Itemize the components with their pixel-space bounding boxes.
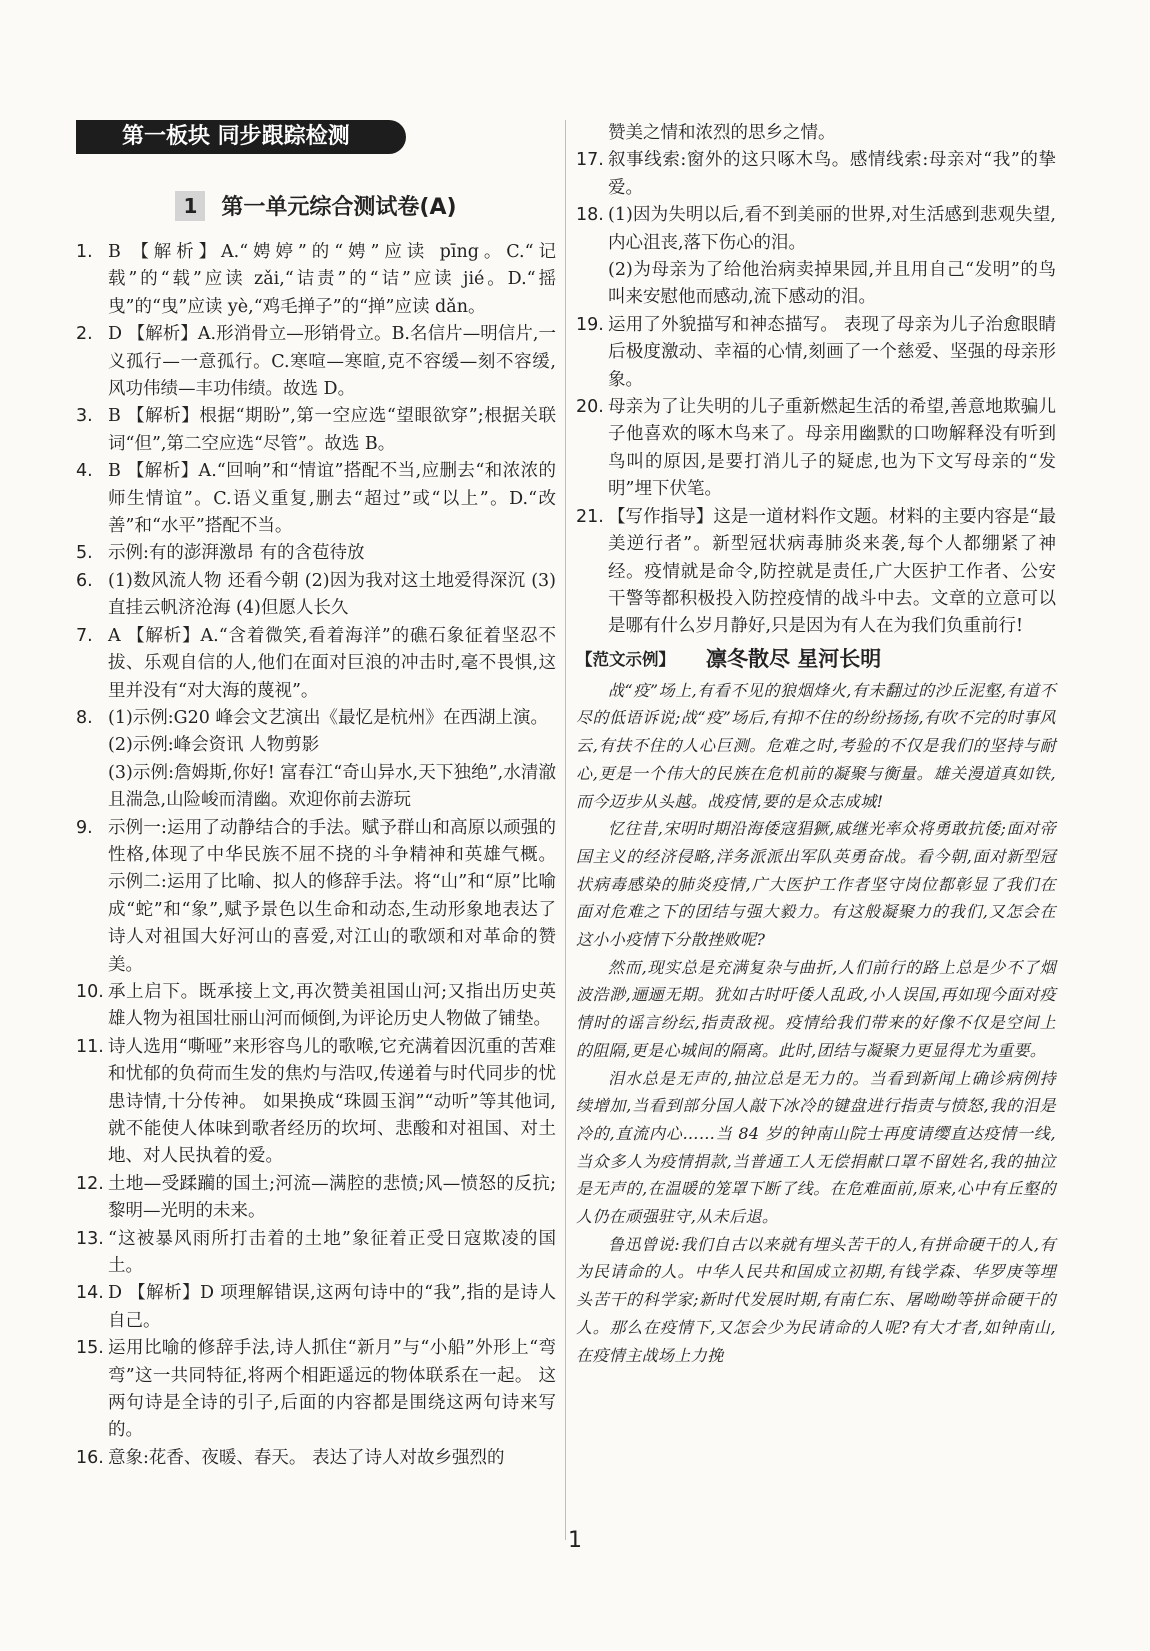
answer-text: D 【解析】D 项理解错误,这两句诗中的“我”,指的是诗人自己。 — [108, 1283, 556, 1331]
essay-paragraph: 战“疫”场上,有看不见的狼烟烽火,有未翻过的沙丘泥壑,有道不尽的低语诉说;战“疫”场后,有抑不住的纷纷扬扬,有吹不完的时事风云,有扶不住的人心巨测。危难之时,考验的不仅是我们的坚持与耐心,更是一个伟大的民族在危机前的凝聚与衡量。雄关漫道真如铁,而今迈步从头越。战疫情,要的是众志成城! — [576, 680, 1056, 811]
section-banner — [76, 120, 406, 154]
answer-text: B 【解析】根据“期盼”,第一空应选“望眼欲穿”;根据关联词“但”,第二空应选“尽管”。故选 B。 — [108, 406, 556, 454]
left-column — [76, 120, 556, 1472]
answer-number: 9. — [76, 817, 93, 838]
test-name: 第一单元综合测试卷(A) — [221, 195, 457, 220]
answer-number: 11. — [76, 1036, 104, 1057]
answer-text: D 【解析】A.形消骨立—形销骨立。B.名信片—明信片,一义孤行—一意孤行。C.寒喧—寒暄,克不容缓—刻不容缓,风功伟绩—丰功伟绩。故选 D。 — [108, 324, 556, 400]
right-column — [576, 120, 1056, 1369]
answer-item — [76, 705, 556, 815]
answer-number: 14. — [76, 1283, 104, 1304]
answer-item — [76, 815, 556, 979]
answer-number: 20. — [576, 397, 604, 418]
answer-item — [576, 504, 1056, 641]
answer-number: 13. — [76, 1228, 104, 1249]
answer-number: 12. — [76, 1173, 104, 1194]
answer-text: “这被暴风雨所打击着的土地”象征着正受日寇欺凌的国土。 — [108, 1228, 556, 1277]
answer-list-left — [76, 239, 556, 1472]
answer-item — [576, 147, 1056, 202]
answer-item — [576, 394, 1056, 504]
answer-text: A 【解析】A.“含着微笑,看着海洋”的礁石象征着坚忍不拔、乐观自信的人,他们在面对巨浪的冲击时,毫不畏惧,这里并没有“对大海的蔑视”。 — [108, 625, 556, 701]
page-number: 1 — [568, 1528, 582, 1553]
essay-body — [576, 677, 1056, 1370]
answer-number — [576, 120, 608, 147]
answer-item — [576, 202, 1056, 312]
essay-header — [576, 643, 1056, 673]
answer-item — [76, 979, 556, 1034]
answer-list-right — [576, 120, 1056, 641]
section-title: 第一板块 同步跟踪检测 — [122, 124, 350, 149]
answer-number: 10. — [76, 981, 104, 1002]
answer-number: 21. — [576, 506, 604, 527]
answer-item — [576, 120, 1056, 147]
test-title — [76, 190, 556, 221]
answer-text: 母亲为了让失明的儿子重新燃起生活的希望,善意地欺骗儿子他喜欢的啄木鸟来了。母亲用幽默的口吻解释没有听到鸟叫的原因,是要打消儿子的疑虑,也为下文写母亲的“发明”埋下伏笔。 — [608, 397, 1056, 500]
essay-title: 凛冬散尽 星河长明 — [706, 646, 882, 671]
answer-text: (1)数风流人物 还看今朝 (2)因为我对这土地爱得深沉 (3)直挂云帆济沧海 (4)但愿人长久 — [108, 570, 556, 619]
answer-text: 赞美之情和浓烈的思乡之情。 — [608, 123, 836, 143]
answer-item — [76, 568, 556, 623]
answer-item — [76, 1445, 556, 1472]
answer-item — [576, 312, 1056, 394]
answer-text: 示例一:运用了动静结合的手法。赋予群山和高原以顽强的性格,体现了中华民族不屈不挠的斗争精神和英雄气概。 示例二:运用了比喻、拟人的修辞手法。将“山”和“原”比喻成“蛇”和“象”,赋予景色以生命和动态,生动形象地表达了诗人对祖国大好河山的喜爱,对江山的歌颂和对革命的赞美。 — [108, 817, 556, 975]
answer-number: 8. — [76, 707, 93, 728]
answer-text: 【写作指导】这是一道材料作文题。材料的主要内容是“最美逆行者”。新型冠状病毒肺炎来袭,每个人都绷紧了神经。疫情就是命令,防控就是责任,广大医护工作者、公安干警等都积极投入防控疫情的战斗中去。文章的立意可以是哪有什么岁月静好,只是因为有人在为我们负重前行! — [608, 506, 1056, 637]
answer-item — [76, 1171, 556, 1226]
answer-item — [76, 403, 556, 458]
answer-text: 承上启下。既承接上文,再次赞美祖国山河;又指出历史英雄人物为祖国壮丽山河而倾倒,为评论历史人物做了铺垫。 — [108, 981, 556, 1030]
answer-number: 3. — [76, 406, 93, 427]
essay-paragraph: 忆往昔,宋明时期沿海倭寇猖獗,戚继光率众将勇敢抗倭;面对帝国主义的经济侵略,洋务派派出军队英勇奋战。看今朝,面对新型冠状病毒感染的肺炎疫情,广大医护工作者坚守岗位都彰显了我们在面对危难之下的团结与强大毅力。有这般凝聚力的我们,又怎会在这小小疫情下分散挫败呢? — [576, 819, 1056, 950]
answer-number: 18. — [576, 205, 604, 226]
answer-number: 7. — [76, 625, 93, 646]
column-divider — [565, 120, 566, 1540]
answer-text: B 【解析】A.“娉婷”的“娉”应读 pīng。C.“记载”的“载”应读 zǎi,“诘责”的“诘”应读 jié。D.“摇曳”的“曳”应读 yè,“鸡毛掸子”的“掸”应读 dǎn。 — [108, 242, 556, 317]
answer-text: 意象:花香、夜暖、春天。 表达了诗人对故乡强烈的 — [108, 1447, 505, 1468]
answer-number: 15. — [76, 1338, 104, 1359]
answer-item — [76, 1034, 556, 1171]
answer-text: (1)因为失明以后,看不到美丽的世界,对生活感到悲观失望,内心沮丧,落下伤心的泪。 (2)为母亲为了给他治病卖掉果园,并且用自己“发明”的鸟叫来安慰他而感动,流下感动的泪。 — [608, 205, 1056, 308]
answer-text: 示例:有的澎湃激昂 有的含苞待放 — [108, 543, 365, 564]
test-number-badge: 1 — [175, 191, 205, 221]
answer-item — [76, 540, 556, 567]
answer-text: 叙事线索:窗外的这只啄木鸟。感情线索:母亲对“我”的挚爱。 — [608, 150, 1056, 198]
answer-number: 2. — [76, 324, 93, 345]
answer-number: 5. — [76, 543, 93, 564]
answer-text: B 【解析】A.“回响”和“情谊”搭配不当,应删去“和浓浓的师生情谊”。C.语义重复,删去“超过”或“以上”。D.“改善”和“水平”搭配不当。 — [108, 461, 556, 537]
answer-item — [76, 1335, 556, 1445]
answer-text: (1)示例:G20 峰会文艺演出《最忆是杭州》在西湖上演。 (2)示例:峰会资讯 人物剪影 (3)示例:詹姆斯,你好! 富春江“奇山异水,天下独绝”,水清澈且湍急,山险峻而清幽。欢迎你前去游玩 — [108, 707, 556, 811]
answer-item — [76, 321, 556, 403]
answer-item — [76, 1280, 556, 1335]
answer-item — [76, 458, 556, 540]
answer-number: 19. — [576, 314, 604, 335]
answer-number: 1. — [76, 242, 93, 262]
answer-number: 4. — [76, 461, 93, 482]
answer-text: 土地—受蹂躏的国土;河流—满腔的悲愤;风—愤怒的反抗;黎明—光明的未来。 — [108, 1173, 556, 1222]
answer-text: 诗人选用“嘶哑”来形容鸟儿的歌喉,它充满着因沉重的苦难和忧郁的负荷而生发的焦灼与浩叹,传递着与时代同步的忧患诗情,十分传神。 如果换成“珠圆玉润”“动听”等其他词,就不能使人体味到歌者经历的坎坷、悲酸和对祖国、对土地、对人民执着的爱。 — [108, 1036, 556, 1167]
essay-paragraph: 然而,现实总是充满复杂与曲折,人们前行的路上总是少不了烟波浩渺,逦逦无期。犹如古时吁倭人乱政,小人误国,再如现今面对疫情时的谣言纷纭,指责敌视。疫情给我们带来的好像不仅是空间上的阻隔,更是心城间的隔离。此时,团结与凝聚力更显得尤为重要。 — [576, 957, 1056, 1060]
answer-item — [76, 1226, 556, 1281]
answer-text: 运用比喻的修辞手法,诗人抓住“新月”与“小船”外形上“弯弯”这一共同特征,将两个相距遥远的物体联系在一起。 这两句诗是全诗的引子,后面的内容都是围绕这两句诗来写的。 — [108, 1338, 556, 1441]
answer-number: 6. — [76, 570, 93, 591]
essay-paragraph: 泪水总是无声的,抽泣总是无力的。当看到新闻上确诊病例持续增加,当看到部分国人敲下冰冷的键盘进行指责与愤怒,我的泪是冷的,直流内心……当 84 岁的钟南山院士再度请缨直达疫情一线,当众多人为疫情捐款,当普通工人无偿捐献口罩不留姓名,我的抽泣是无声的,在温暖的笼罩下断了线。在危难面前,原来,心中有丘壑的人仍在顽强驻守,从未后退。 — [576, 1068, 1056, 1227]
answer-number: 16. — [76, 1447, 104, 1468]
answer-item — [76, 239, 556, 321]
essay-label: 【范文示例】 — [576, 649, 675, 669]
answer-number: 17. — [576, 150, 604, 171]
answer-item — [76, 623, 556, 705]
essay-paragraph: 鲁迅曾说:我们自古以来就有埋头苦干的人,有拼命硬干的人,有为民请命的人。中华人民共和国成立初期,有钱学森、华罗庚等埋头苦干的科学家;新时代发展时期,有南仁东、屠呦呦等拼命硬干的人。那么在疫情下,又怎会少为民请命的人呢?有大才者,如钟南山,在疫情主战场上力挽 — [576, 1234, 1056, 1365]
answer-text: 运用了外貌描写和神态描写。 表现了母亲为儿子治愈眼睛后极度激动、幸福的心情,刻画了一个慈爱、坚强的母亲形象。 — [608, 314, 1056, 390]
